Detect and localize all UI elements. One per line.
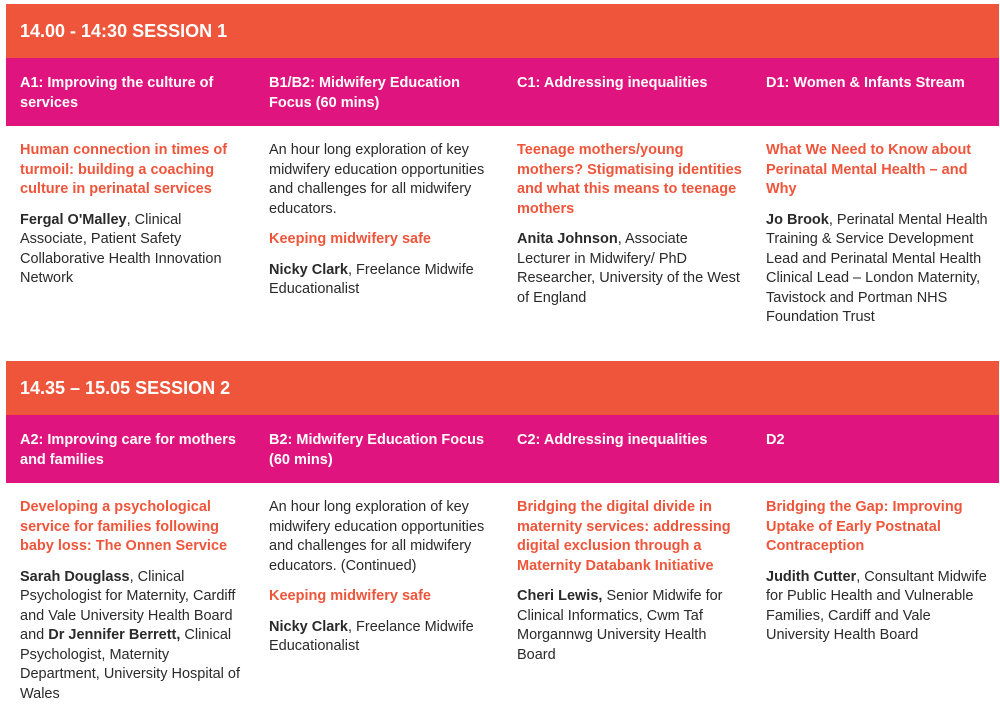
- stream-a2: A2: Improving care for mothers and families: [20, 432, 236, 468]
- speaker-name-2: Dr Jennifer Berrett,: [48, 627, 181, 643]
- session-2-cell-c2: [517, 498, 745, 676]
- speaker-info: [517, 587, 745, 665]
- session-1-cell-b1: [269, 141, 497, 311]
- session-2-cell-a2: [20, 498, 248, 715]
- session-2-streams-bar: [6, 415, 999, 483]
- session-description: An hour long exploration of key midwifery education opportunities and challenges for all midwifery educators.: [269, 142, 485, 217]
- session-2-cell-b2: [269, 498, 497, 668]
- stream-b1-b2: B1/B2: Midwifery Education Focus (60 mins): [269, 75, 460, 111]
- speaker-role: , Clinical Associate, Patient Safety Collaborative Health Innovation Network: [20, 211, 222, 286]
- stream-d2: D2: [766, 432, 785, 448]
- speaker-role: , Freelance Midwife Educationalist: [269, 618, 474, 654]
- session-description: An hour long exploration of key midwifery education opportunities and challenges for all midwifery educators. (Continued): [269, 499, 485, 574]
- speaker-role: , Consultant Midwife for Public Health and Vulnerable Families, Cardiff and Vale University Health Board: [766, 568, 987, 643]
- speaker-info: [517, 230, 745, 308]
- session-1-streams-bar: [6, 58, 999, 126]
- speaker-name: Nicky Clark: [269, 618, 348, 635]
- speaker-role-2: Clinical Psychologist, Maternity Department, University Hospital of Wales: [20, 627, 240, 702]
- session-1-title: 14.00 - 14:30 SESSION 1: [20, 20, 228, 41]
- speaker-name: Sarah Douglass: [20, 568, 130, 585]
- stream-c2: C2: Addressing inequalities: [517, 432, 708, 448]
- speaker-name: Judith Cutter: [766, 568, 857, 585]
- session-1-cell-d1: [766, 141, 994, 339]
- session-1-cell-c1: [517, 141, 745, 319]
- speaker-name: Fergal O'Malley: [20, 211, 127, 228]
- talk-title: Keeping midwifery safe: [269, 588, 431, 604]
- speaker-info: [766, 568, 994, 646]
- talk-title: Bridging the Gap: Improving Uptake of Early Postnatal Contraception: [766, 499, 963, 554]
- talk-title: Keeping midwifery safe: [269, 231, 431, 247]
- stream-a1: A1: Improving the culture of services: [20, 75, 214, 111]
- speaker-name: Jo Brook: [766, 211, 829, 228]
- speaker-role: , Perinatal Mental Health Training & Service Development Lead and Perinatal Mental Health Clinical Lead – London Maternity, Tavistock and Portman NHS Foundation Trust: [766, 211, 988, 325]
- speaker-role: Senior Midwife for Clinical Informatics, Cwm Taf Morgannwg University Health Board: [517, 588, 723, 663]
- speaker-info: [20, 568, 248, 705]
- speaker-info: [766, 211, 994, 328]
- session-2-cell-d2: [766, 498, 994, 657]
- speaker-role: , Associate Lecturer in Midwifery/ PhD Researcher, University of the West of England: [517, 231, 740, 306]
- talk-title: Developing a psychological service for families following baby loss: The Onnen Service: [20, 499, 228, 554]
- session-1-header: [6, 4, 999, 58]
- stream-d1: D1: Women & Infants Stream: [766, 75, 965, 91]
- speaker-info: [269, 261, 497, 300]
- session-1-cell-a1: [20, 141, 248, 300]
- speaker-name: Nicky Clark: [269, 261, 348, 278]
- talk-title: What We Need to Know about Perinatal Mental Health – and Why: [766, 142, 972, 197]
- speaker-info: [20, 211, 248, 289]
- speaker-role: , Freelance Midwife Educationalist: [269, 261, 474, 297]
- talk-title: Teenage mothers/young mothers? Stigmatising identities and what this means to teenage mothers: [517, 142, 742, 217]
- speaker-info: [269, 618, 497, 657]
- stream-b2: B2: Midwifery Education Focus (60 mins): [269, 432, 485, 468]
- session-2-title: 14.35 – 15.05 SESSION 2: [20, 377, 231, 398]
- speaker-name: Cheri Lewis,: [517, 588, 603, 604]
- session-2-header: [6, 361, 999, 415]
- speaker-role: , Clinical Psychologist for Maternity, Cardiff and Vale University Health Board and: [20, 568, 236, 643]
- talk-title: Bridging the digital divide in maternity services: addressing digital exclusion through a Maternity Databank Initiative: [517, 499, 731, 574]
- stream-c1: C1: Addressing inequalities: [517, 75, 708, 91]
- talk-title: Human connection in times of turmoil: building a coaching culture in perinatal services: [20, 142, 228, 197]
- speaker-name: Anita Johnson: [517, 231, 618, 247]
